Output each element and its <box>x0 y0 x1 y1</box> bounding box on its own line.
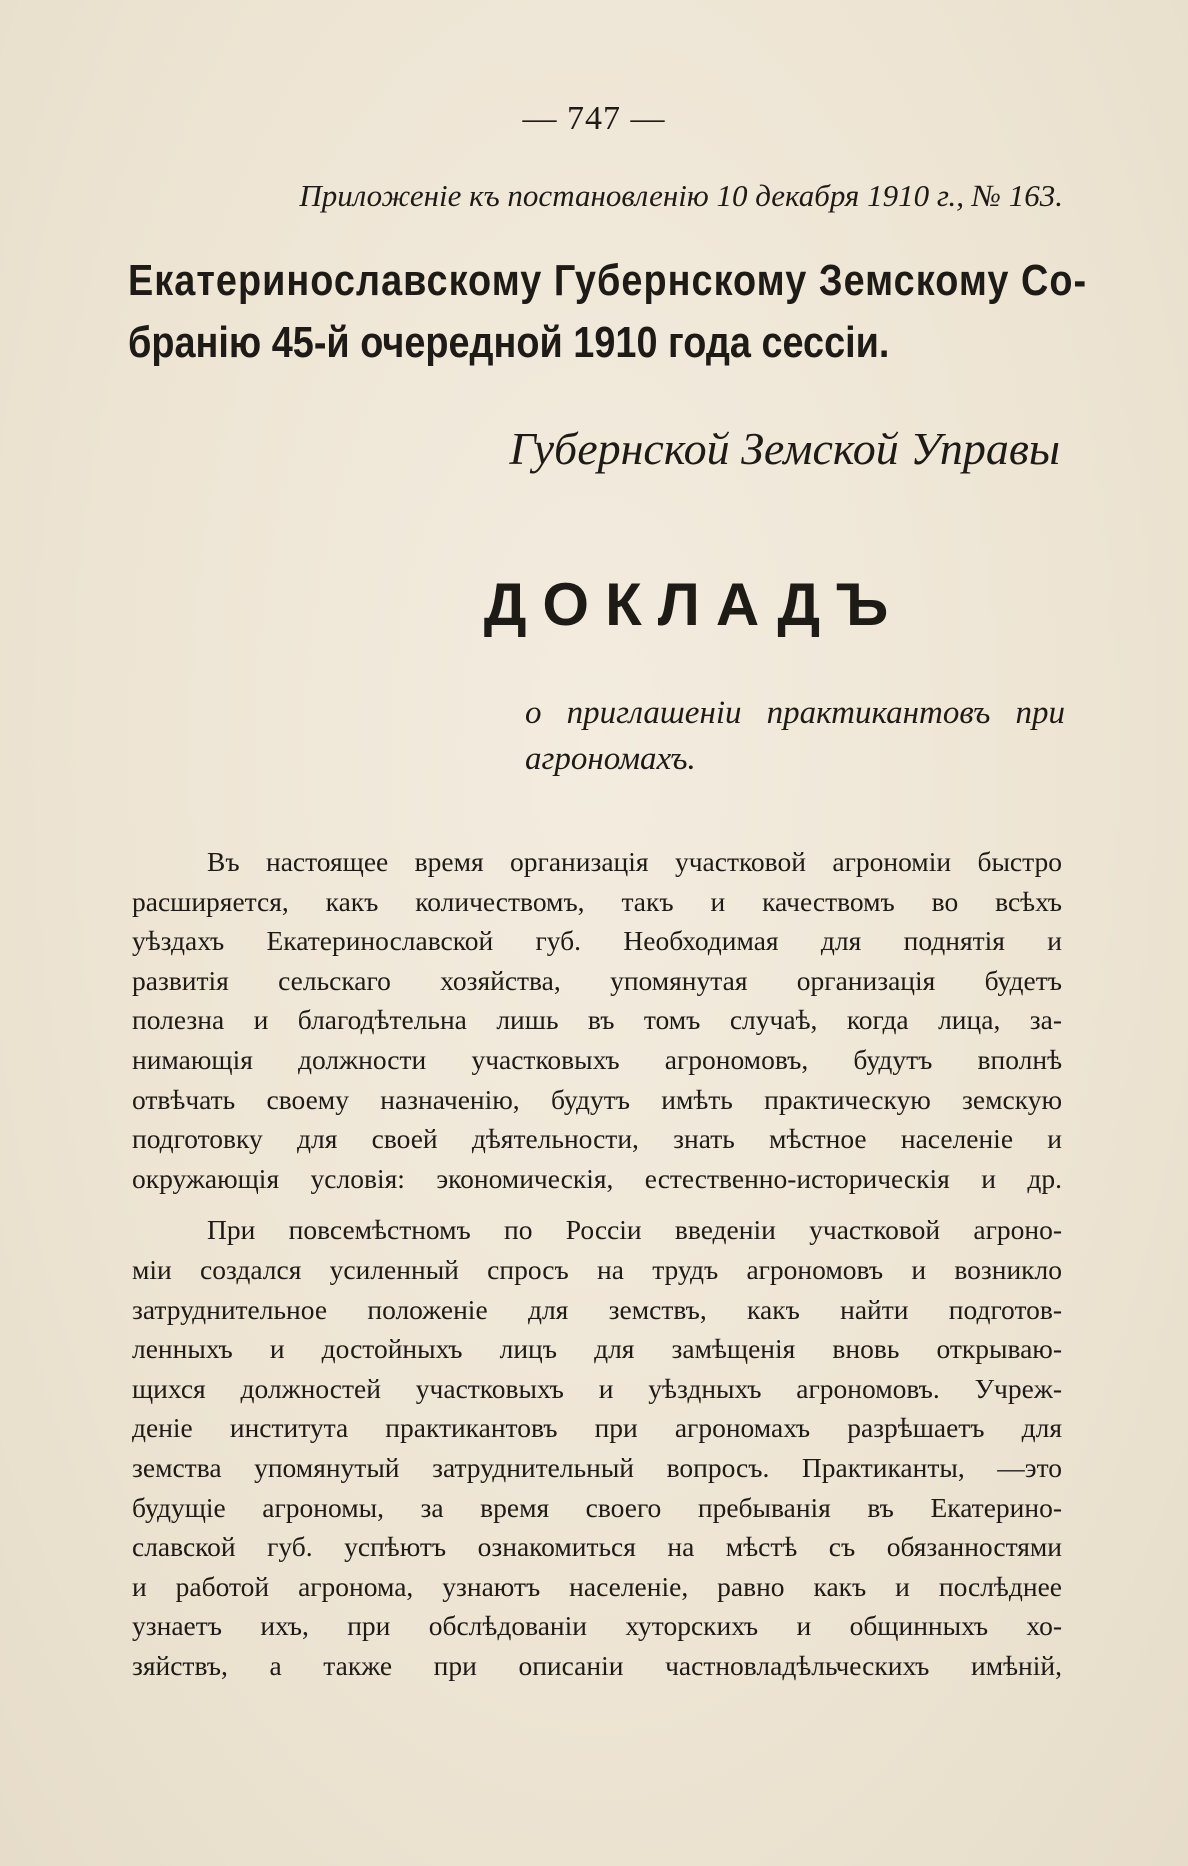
text-line: и работой агронома, узнаютъ населеніе, равно какъ и послѣднее <box>132 1570 1062 1602</box>
subject-line: о приглашеніи практикантовъ при <box>525 695 1065 731</box>
text-line: ленныхъ и достойныхъ лицъ для замѣщенія вновь открываю- <box>132 1333 1062 1365</box>
text-line: затруднительное положеніе для земствъ, какъ найти подготов- <box>132 1293 1062 1325</box>
subject-line: агрономахъ. <box>525 741 696 777</box>
text-line: щихся должностей участковыхъ и уѣздныхъ агрономовъ. Учреж- <box>132 1372 1062 1404</box>
report-title: ДОКЛАДЪ <box>483 571 905 638</box>
report-subject <box>525 690 1065 782</box>
appendix-note: Приложеніе къ постановленію 10 декабря 1910 г., № 163. <box>299 178 1063 213</box>
text-line: будущіе агрономы, за время своего пребыванія въ Екатерино- <box>132 1491 1062 1523</box>
text-line: уѣздахъ Екатеринославской губ. Необходимая для поднятія и <box>132 925 1062 957</box>
text-line: полезна и благодѣтельна лишь въ томъ случаѣ, когда лица, за- <box>132 1004 1062 1036</box>
text-line: нимающія должности участковыхъ агрономовъ, будутъ вполнѣ <box>132 1043 1062 1075</box>
text-line: славской губ. успѣютъ ознакомиться на мѣстѣ съ обязанностями <box>132 1531 1062 1563</box>
heading <box>128 250 1088 374</box>
text-line: земства упомянутый затруднительный вопросъ. Практиканты, —это <box>132 1451 1062 1483</box>
text-line: зяйствъ, а также при описаніи частновладѣльческихъ имѣній, <box>132 1649 1062 1681</box>
heading-line: бранію 45-й очередной 1910 года сессіи. <box>128 318 890 367</box>
text-line: деніе института практикантовъ при агрономахъ разрѣшаетъ для <box>132 1412 1062 1444</box>
text-line: окружающія условія: экономическія, естественно-историческія и др. <box>132 1162 1062 1194</box>
board-name: Губернской Земской Управы <box>509 423 1060 474</box>
body-text <box>132 842 1062 1685</box>
text-line: подготовку для своей дѣятельности, знать мѣстное населеніе и <box>132 1123 1062 1155</box>
heading-line: Екатеринославскому Губернскому Земскому Со- <box>128 256 1088 305</box>
page-number: — 747 — <box>522 100 666 137</box>
text-line: міи создался усиленный спросъ на трудъ агрономовъ и возникло <box>132 1253 1062 1285</box>
text-line: При повсемѣстномъ по Россіи введеніи участковой агроно- <box>207 1214 1062 1246</box>
text-line: расширяется, какъ количествомъ, такъ и качествомъ во всѣхъ <box>132 885 1062 917</box>
text-line: развитія сельскаго хозяйства, упомянутая организація будетъ <box>132 964 1062 996</box>
text-line: отвѣчать своему назначенію, будутъ имѣть практическую земскую <box>132 1083 1062 1115</box>
text-line: узнаетъ ихъ, при обслѣдованіи хуторскихъ и общинныхъ хо- <box>132 1610 1062 1642</box>
text-line: Въ настоящее время организація участковой агрономіи быстро <box>207 846 1062 877</box>
